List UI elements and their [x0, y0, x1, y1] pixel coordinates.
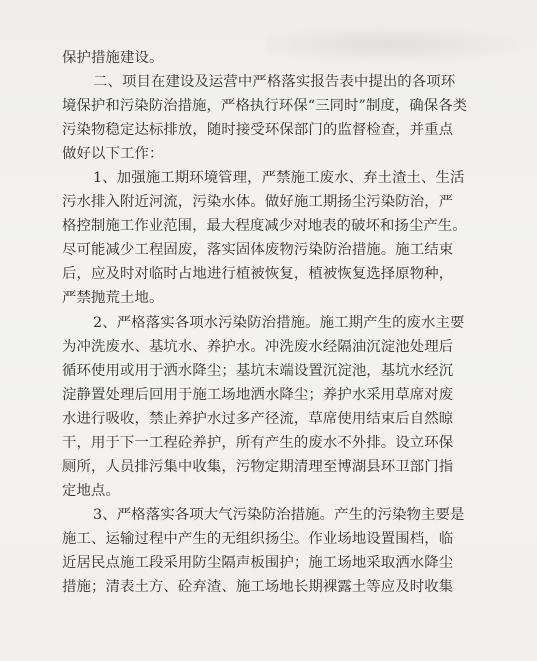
text-line: 格控制施工作业范围，最大程度减少对地表的破坏和扬尘产生。	[62, 218, 467, 235]
text-line: 尽可能减少工程固废，落实固体废物污染防治措施。施工结束	[62, 242, 454, 259]
text-line: 后，应及时对临时占地进行植被恢复，植被恢复选择原物种，	[62, 266, 454, 283]
text-line: 1、加强施工期环境管理，严禁施工废水、弃土渣土、生活	[93, 170, 465, 187]
text-line: 二、项目在建设及运营中严格落实报告表中提出的各项环	[93, 74, 456, 91]
text-line: 厕所，人员排污集中收集，污物定期清理至博湖县环卫部门指	[62, 458, 454, 475]
text-line: 措施；清表土方、砼弃渣、施工场地长期裸露土等应及时收集	[62, 579, 454, 596]
text-line: 定地点。	[62, 482, 120, 499]
text-line: 淀静置处理后回用于施工场地洒水降尘；养护水采用草席对废	[62, 386, 454, 403]
text-line: 境保护和污染防治措施，严格执行环保“三同时”制度，确保各类	[62, 98, 468, 115]
text-line: 为冲洗废水、基坑水、养护水。冲洗废水经隔油沉淀池处理后	[62, 338, 454, 355]
text-line: 保护措施建设。	[62, 50, 164, 66]
text-line: 3、严格落实各项大气污染防治措施。产生的污染物主要是	[93, 506, 465, 523]
text-line: 污染物稳定达标排放，随时接受环保部门的监督检查，并重点	[62, 122, 454, 139]
text-line: 水进行吸收，禁止养护水过多产径流，草席使用结束后自然晾	[62, 410, 454, 427]
document-body	[62, 46, 467, 599]
text-line: 严禁抛荒土地。	[62, 290, 164, 307]
text-line: 污水排入附近河流，污染水体。做好施工期扬尘污染防治，严	[62, 194, 454, 211]
text-line: 近居民点施工段采用防尘隔声板围护；施工场地采取洒水降尘	[62, 554, 454, 571]
text-line: 干，用于下一工程砼养护，所有产生的废水不外排。设立环保	[62, 434, 454, 451]
text-line: 循环使用或用于洒水降尘；基坑末端设置沉淀池，基坑水经沉	[62, 362, 454, 379]
text-line: 施工、运输过程中产生的无组织扬尘。作业场地设置围档，临	[62, 530, 454, 547]
text-line: 2、严格落实各项水污染防治措施。施工期产生的废水主要	[93, 314, 465, 331]
text-line: 做好以下工作：	[62, 146, 164, 163]
